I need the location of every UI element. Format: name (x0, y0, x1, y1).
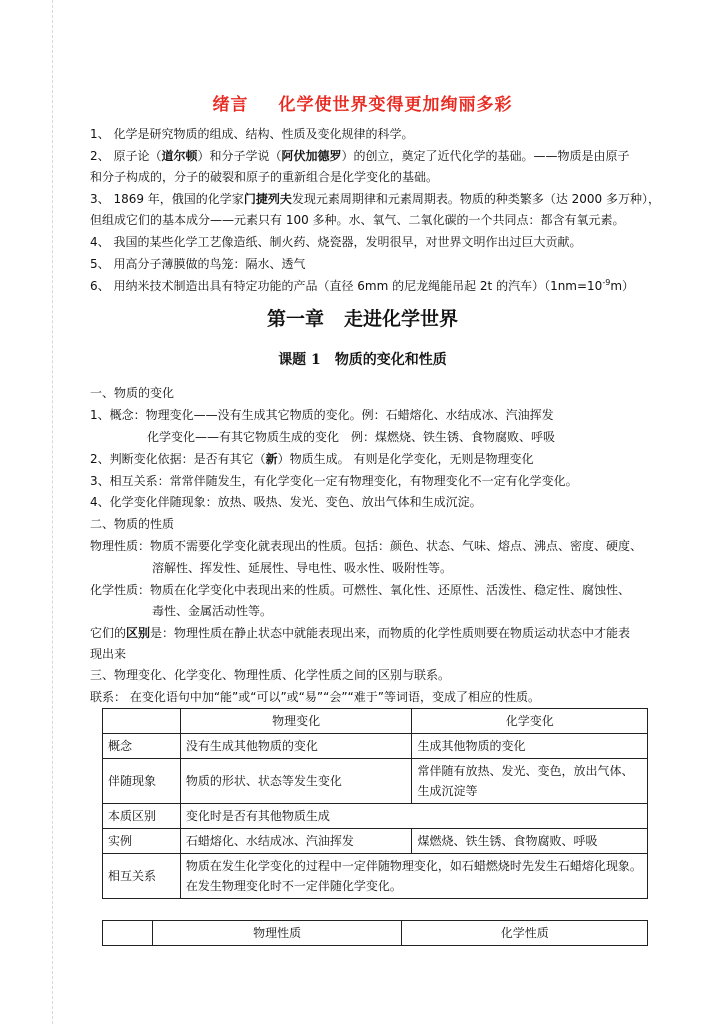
table-header-row (103, 709, 648, 734)
table-cell: 物质在发生化学变化的过程中一定伴随物理变化，如石蜡燃烧时先发生石蜡熔化现象。在发生物理变化时不一定伴随化学变化。 (180, 854, 647, 899)
chapter-title: 第一章 走进化学世界 (266, 308, 459, 330)
chemical-phenomena: 4、化学变化伴随现象：放热、吸热、发光、变色、放出气体和生成沉淀。 (90, 495, 482, 509)
table-cell: 物质的形状、状态等发生变化 (180, 759, 412, 804)
intro-item-5: 5、 用高分子薄膜做的鸟笼：隔水、透气 (90, 257, 306, 271)
table-row (103, 829, 648, 854)
property-difference-cont: 现出来 (90, 647, 127, 661)
intro-item-4: 4、 我国的某些化学工艺像造纸、制火药、烧瓷器，发明很早，对世界文明作出过巨大贡献。 (90, 235, 582, 249)
mutual-relation: 3、相互关系：常常伴随发生，有化学变化一定有物理变化，有物理变化不一定有化学变化。 (90, 474, 578, 488)
concept-chemical-change: 化学变化——有其它物质生成的变化 例：煤燃烧、铁生锈、食物腐败、呼吸 (147, 430, 556, 444)
table-header-cell: 化学变化 (412, 709, 648, 734)
table-header-cell: 化学性质 (402, 921, 648, 946)
intro-item-3: 3、 1869 年，俄国的化学家门捷列夫发现元素周期律和元素周期表。物质的种类繁多（达 2000 多万种）， (90, 192, 660, 206)
intro-item-2: 2、 原子论（道尔顿）和分子学说（阿伏加德罗）的创立，奠定了近代化学的基础。——物质是由原子 (90, 149, 630, 163)
intro-title-label: 绪言 (212, 95, 249, 115)
section-heading-properties: 二、物质的性质 (90, 517, 175, 531)
table-header-cell: 物理性质 (152, 921, 402, 946)
intro-title (0, 90, 725, 115)
table-header-cell (103, 709, 181, 734)
change-comparison-table (102, 708, 648, 899)
chemical-property-def: 化学性质：物质在化学变化中表现出来的性质。可燃性、氧化性、还原性、活泼性、稳定性、腐蚀性、 (90, 583, 631, 597)
relation-link-note: 联系： 在变化语句中加“能”或“可以”或“易”“会”“难于”等词语，变成了相应的性质。 (90, 690, 540, 704)
table-cell: 煤燃烧、铁生锈、食物腐败、呼吸 (412, 829, 648, 854)
table-row (103, 854, 648, 899)
table-row (103, 759, 648, 804)
intro-item-2-cont: 和分子构成的，分子的破裂和原子的重新组合是化学变化的基础。 (90, 170, 439, 184)
table-header-cell (103, 921, 153, 946)
lesson-title: 课题 1 物质的变化和性质 (278, 352, 447, 368)
property-difference: 它们的区别是：物理性质在静止状态中就能表现出来，而物质的化学性质则要在物质运动状态中才能表 (90, 626, 631, 640)
table-row (103, 804, 648, 829)
row-label: 实例 (103, 829, 181, 854)
row-label: 本质区别 (103, 804, 181, 829)
row-label: 概念 (103, 734, 181, 759)
table-header-row (103, 921, 648, 946)
concept-physical-change: 1、概念：物理变化——没有生成其它物质的变化。例：石蜡熔化、水结成冰、汽油挥发 (90, 408, 554, 422)
table-row (103, 734, 648, 759)
table-header-cell: 物理变化 (180, 709, 412, 734)
judge-basis: 2、判断变化依据：是否有其它（新）物质生成。 有则是化学变化，无则是物理变化 (90, 452, 534, 466)
intro-item-6: 6、 用纳米技术制造出具有特定功能的产品（直径 6mm 的尼龙绳能吊起 2t 的汽车）$(1nm=10^{-9}m)$ (90, 278, 635, 293)
table-cell: 常伴随有放热、发光、变色，放出气体、生成沉淀等 (412, 759, 648, 804)
table-cell: 生成其他物质的变化 (412, 734, 648, 759)
intro-title-text: 化学使世界变得更加绚丽多彩 (278, 95, 513, 115)
section-heading-relations: 三、物理变化、化学变化、物理性质、化学性质之间的区别与联系。 (90, 668, 451, 682)
intro-item-3-cont: 但组成它们的基本成分——元素只有 100 多种。水、氧气、二氧化碳的一个共同点：都含有氧元素。 (90, 213, 625, 227)
property-comparison-table (102, 920, 648, 946)
section-heading-changes: 一、物质的变化 (90, 386, 175, 400)
chemical-property-list: 毒性、金属活动性等。 (152, 604, 273, 618)
physical-property-def: 物理性质：物质不需要化学变化就表现出的性质。包括：颜色、状态、气味、熔点、沸点、密度、硬度、 (90, 539, 643, 553)
table-cell: 石蜡熔化、水结成冰、汽油挥发 (180, 829, 412, 854)
intro-item-1: 1、 化学是研究物质的组成、结构、性质及变化规律的科学。 (90, 127, 414, 141)
table-cell: 变化时是否有其他物质生成 (180, 804, 647, 829)
row-label: 相互关系 (103, 854, 181, 899)
row-label: 伴随现象 (103, 759, 181, 804)
table-cell: 没有生成其他物质的变化 (180, 734, 412, 759)
physical-property-list: 溶解性、挥发性、延展性、导电性、吸水性、吸附性等。 (152, 561, 453, 575)
